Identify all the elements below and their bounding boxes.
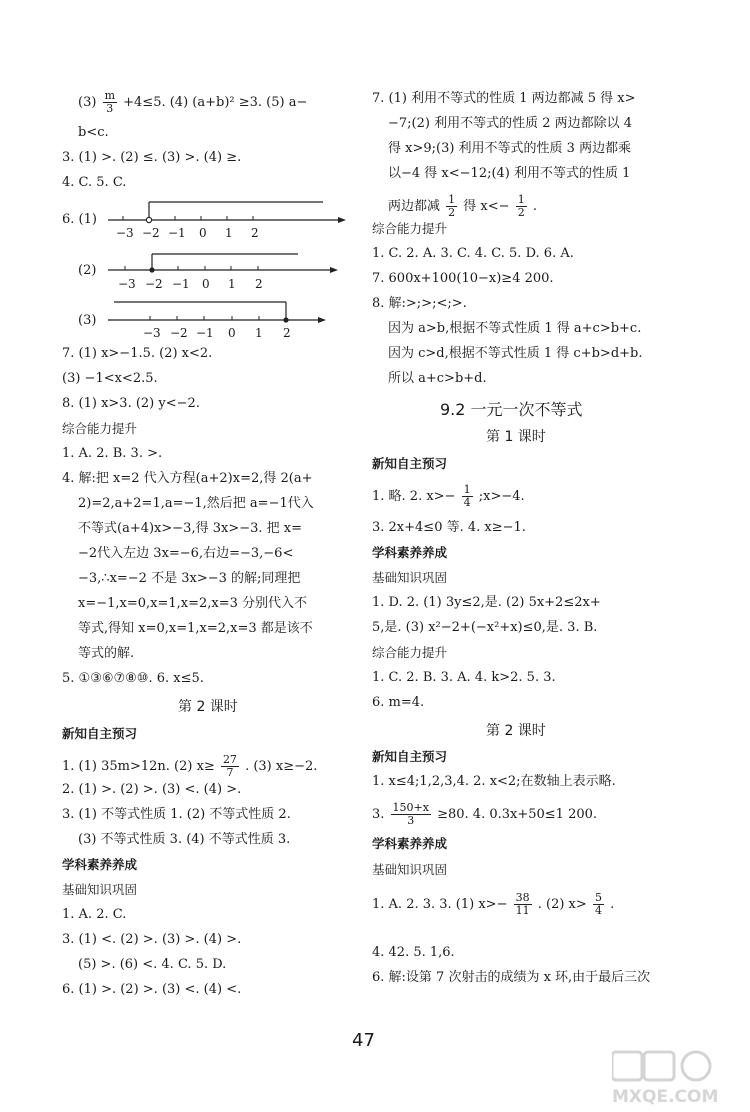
watermark-icon [612, 1050, 742, 1106]
denominator: 4 [463, 496, 471, 509]
tick-label: −1 [172, 277, 190, 291]
right-line-1: 7. (1) 利用不等式的性质 1 两边都减 5 得 x> [372, 91, 636, 106]
left-line-24: (3) 不等式性质 3. (4) 不等式性质 3. [78, 832, 291, 847]
tick-label: −3 [143, 326, 161, 340]
tick-label: −1 [168, 226, 186, 240]
heading: 新知自主预习 [372, 749, 448, 764]
left-line-18: 等式,得知 x=0,x=1,x=2,x=3 都是该不 [78, 621, 313, 636]
subheading: 综合能力提升 [372, 221, 448, 236]
numerator: 27 [222, 753, 237, 766]
text: . [532, 199, 537, 214]
left-line-11: 1. A. 2. B. 3. >. [62, 446, 163, 461]
right-line-18: 6. m=4. [372, 695, 425, 710]
text: 3. [372, 807, 385, 822]
tick-label: −2 [145, 277, 163, 291]
right-line-9: 因为 a>b,根据不等式性质 1 得 a+c>b+c. [388, 321, 642, 336]
right-line-11: 所以 a+c>b+d. [388, 371, 487, 386]
lesson-title: 第 2 课时 [178, 699, 238, 715]
right-line-22: 4. 42. 5. 1,6. [372, 945, 455, 960]
left-line-27: (5) >. (6) <. 4. C. 5. D. [78, 957, 227, 972]
fraction [103, 90, 117, 115]
left-line-3: 3. (1) >. (2) ≤. (3) >. (4) ≥. [62, 150, 242, 165]
right-line-20 [372, 802, 597, 827]
left-line-13: 2)=2,a+2=1,a=−1,然后把 a=−1代入 [78, 496, 314, 511]
numerator: 38 [515, 891, 530, 904]
numerator: 1 [448, 193, 456, 206]
subheading: 基础知识巩固 [372, 570, 448, 585]
left-line-2: b<c. [78, 125, 109, 140]
numerator: 150+x [392, 801, 429, 814]
heading: 学科素养养成 [62, 857, 138, 872]
tick-label: −2 [142, 226, 160, 240]
text: 得 x<− [463, 199, 510, 214]
text: . [610, 897, 615, 912]
watermark-url: MXQE.COM [612, 1087, 719, 1106]
denominator: 7 [226, 766, 234, 779]
fraction [221, 754, 239, 779]
subheading: 综合能力提升 [62, 421, 138, 436]
left-line-25: 1. A. 2. C. [62, 907, 127, 922]
right-line-10: 因为 c>d,根据不等式性质 1 得 c+b>d+b. [388, 346, 643, 361]
text: +4≤5. (4) (a+b)² ≥3. (5) a− [123, 95, 308, 110]
right-line-2: −7;(2) 利用不等式的性质 2 两边都除以 4 [388, 116, 633, 131]
denominator: 4 [594, 904, 602, 917]
left-line-26: 3. (1) <. (2) >. (3) >. (4) >. [62, 932, 242, 947]
tick-label: 2 [283, 326, 291, 340]
left-line-16: −3,∴x=−2 不是 3x>−3 的解;同理把 [78, 571, 301, 586]
text: . (3) x≥−2. [245, 759, 318, 774]
numberline-3-label: (3) [78, 313, 97, 328]
watermark-logo [612, 1050, 742, 1106]
fraction [516, 194, 527, 219]
tick-label: −1 [196, 326, 214, 340]
fraction [462, 484, 473, 509]
right-line-7: 7. 600x+100(10−x)≥4 200. [372, 271, 554, 286]
tick-label: 1 [255, 326, 263, 340]
left-line-1 [78, 90, 307, 115]
left-line-17: x=−1,x=0,x=1,x=2,x=3 分别代入不 [78, 596, 308, 611]
fraction [514, 892, 532, 917]
text: 两边都减 [388, 199, 441, 214]
right-line-19: 1. x≤4;1,2,3,4. 2. x<2;在数轴上表示略. [372, 774, 616, 789]
fraction [446, 194, 457, 219]
tick-label: 1 [225, 226, 233, 240]
denominator: 2 [448, 206, 456, 219]
tick-label: 1 [228, 277, 236, 291]
denominator: 3 [407, 814, 415, 827]
right-line-15: 5,是. (3) x²−2+(−x²+x)≤0,是. 3. B. [372, 620, 598, 635]
left-line-14: 不等式(a+4)x>−3,得 3x>−3. 把 x= [78, 521, 302, 536]
tick-label: 0 [202, 277, 210, 291]
page-number: 47 [352, 1030, 375, 1051]
subheading: 基础知识巩固 [62, 882, 138, 897]
numerator: m [104, 89, 115, 102]
tick-label: −3 [116, 226, 134, 240]
right-line-3: 得 x>9;(3) 利用不等式的性质 3 两边都乘 [388, 141, 632, 156]
denominator: 11 [515, 904, 530, 917]
tick-label: −2 [170, 326, 188, 340]
tick-label: 0 [199, 226, 207, 240]
left-line-19: 等式的解. [78, 646, 135, 661]
numberline-1-label: 6. (1) [62, 212, 97, 227]
lesson-title: 第 1 课时 [486, 429, 546, 445]
text: . (2) x> [537, 897, 587, 912]
heading: 新知自主预习 [62, 726, 138, 741]
left-line-8: 7. (1) x>−1.5. (2) x<2. [62, 346, 213, 361]
right-line-21 [372, 892, 614, 917]
right-line-12 [372, 484, 525, 509]
text: 1. 略. 2. x>− [372, 489, 456, 504]
tick-label: 2 [255, 277, 263, 291]
right-line-14: 1. D. 2. (1) 3y≤2,是. (2) 5x+2≤2x+ [372, 595, 601, 610]
left-line-22: 2. (1) >. (2) >. (3) <. (4) >. [62, 782, 242, 797]
left-line-10: 8. (1) x>3. (2) y<−2. [62, 396, 200, 411]
left-line-4: 4. C. 5. C. [62, 175, 127, 190]
denominator: 3 [106, 102, 114, 115]
left-line-12: 4. 解:把 x=2 代入方程(a+2)x=2,得 2(a+ [62, 471, 313, 486]
heading: 学科素养养成 [372, 836, 448, 851]
left-line-28: 6. (1) >. (2) >. (3) <. (4) <. [62, 982, 242, 997]
numberline-2-label: (2) [78, 263, 97, 278]
text: 1. A. 2. 3. 3. (1) x>− [372, 897, 508, 912]
left-line-23: 3. (1) 不等式性质 1. (2) 不等式性质 2. [62, 807, 291, 822]
subheading: 基础知识巩固 [372, 862, 448, 877]
numerator: 1 [517, 193, 525, 206]
left-line-21 [62, 754, 317, 779]
right-line-6: 1. C. 2. A. 3. C. 4. C. 5. D. 6. A. [372, 246, 574, 261]
left-line-20: 5. ①③⑥⑦⑧⑩. 6. x≤5. [62, 671, 204, 686]
numerator: 1 [463, 483, 471, 496]
tick-label: 0 [228, 326, 236, 340]
right-line-8: 8. 解:>;>;<;>. [372, 296, 467, 311]
text: (3) [78, 95, 97, 110]
right-line-17: 1. C. 2. B. 3. A. 4. k>2. 5. 3. [372, 670, 556, 685]
lesson-title: 第 2 课时 [486, 723, 546, 739]
denominator: 2 [517, 206, 525, 219]
left-line-15: −2代入左边 3x=−6,右边=−3,−6< [78, 546, 294, 561]
fraction [391, 802, 431, 827]
text: ;x>−4. [478, 489, 525, 504]
tick-label: −3 [118, 277, 136, 291]
right-line-5 [388, 194, 537, 219]
heading: 新知自主预习 [372, 456, 448, 471]
heading: 学科素养养成 [372, 545, 448, 560]
text: ≥80. 4. 0.3x+50≤1 200. [437, 807, 598, 822]
subheading: 综合能力提升 [372, 645, 448, 660]
numerator: 5 [594, 891, 602, 904]
left-line-9: (3) −1<x<2.5. [62, 371, 158, 386]
right-line-23: 6. 解:设第 7 次射击的成绩为 x 环,由于最后三次 [372, 970, 651, 985]
section-title: 9.2 一元一次不等式 [440, 400, 583, 419]
tick-label: 2 [251, 226, 259, 240]
text: 1. (1) 35m>12n. (2) x≥ [62, 759, 215, 774]
fraction [593, 892, 604, 917]
right-line-13: 3. 2x+4≤0 等. 4. x≥−1. [372, 520, 526, 535]
right-line-4: 以−4 得 x<−12;(4) 利用不等式的性质 1 [388, 166, 631, 181]
